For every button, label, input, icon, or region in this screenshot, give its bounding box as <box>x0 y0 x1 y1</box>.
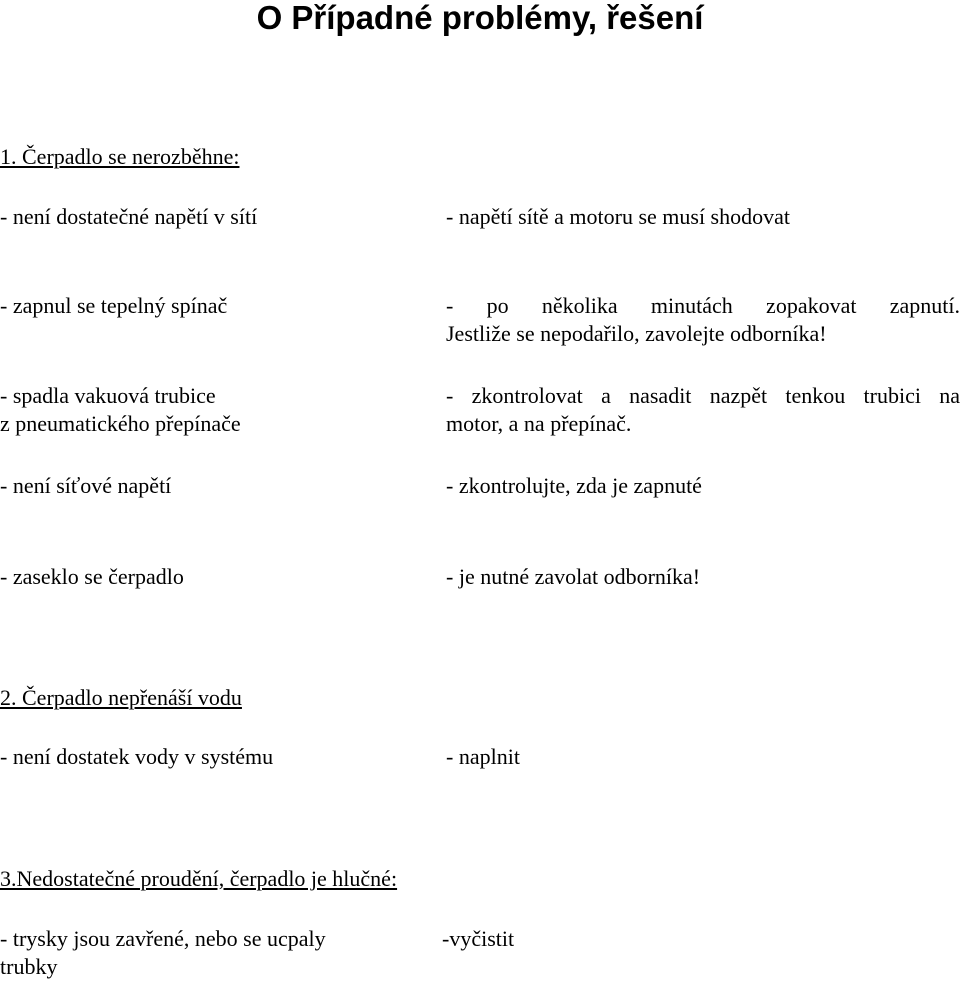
problem-1-4 <box>0 472 420 500</box>
problem-line: - není dostatek vody v systému <box>0 744 274 769</box>
solution-line: motor, a na přepínač. <box>446 411 632 436</box>
page-title: O Případné problémy, řešení <box>256 0 704 36</box>
problem-line: - zaseklo se čerpadlo <box>0 564 184 589</box>
problem-1-1 <box>0 203 420 231</box>
problem-line: z pneumatického přepínače <box>0 411 241 436</box>
problem-line: - není dostatečné napětí v sítí <box>0 204 258 229</box>
solution-line: Jestliže se nepodařilo, zavolejte odborníka! <box>446 321 827 346</box>
solution-line: - je nutné zavolat odborníka! <box>446 564 701 589</box>
problem-line: trubky <box>0 954 58 979</box>
solution-1-1 <box>446 203 960 231</box>
solution-line: -vyčistit <box>442 926 515 951</box>
solution-line: - naplnit <box>446 744 520 769</box>
problem-line: - není síťové napětí <box>0 473 172 498</box>
problem-2-1 <box>0 743 420 771</box>
solution-line: - zkontrolovat a nasadit nazpět tenkou trubici na <box>446 383 960 408</box>
problem-3-1 <box>0 925 420 981</box>
solution-line: - napětí sítě a motoru se musí shodovat <box>446 204 790 229</box>
solution-1-5 <box>446 563 960 591</box>
solution-1-4 <box>446 472 960 500</box>
problem-line: - spadla vakuová trubice <box>0 383 216 408</box>
section-heading-2: 2. Čerpadlo nepřenáší vodu <box>0 685 242 710</box>
section-heading-3: 3.Nedostatečné proudění, čerpadlo je hlučné: <box>0 866 398 891</box>
problem-1-5 <box>0 563 420 591</box>
problem-1-2 <box>0 292 420 320</box>
solution-line: - zkontrolujte, zda je zapnuté <box>446 473 702 498</box>
solution-2-1 <box>446 743 960 771</box>
problem-line: - trysky jsou zavřené, nebo se ucpaly <box>0 926 326 951</box>
solution-line: - po několika minutách zopakovat zapnutí. <box>446 293 960 318</box>
problem-line: - zapnul se tepelný spínač <box>0 293 228 318</box>
solution-1-2 <box>446 292 960 348</box>
problem-1-3 <box>0 382 420 438</box>
section-heading-1: 1. Čerpadlo se nerozběhne: <box>0 144 240 169</box>
solution-1-3 <box>446 382 960 438</box>
solution-3-1 <box>442 925 956 953</box>
